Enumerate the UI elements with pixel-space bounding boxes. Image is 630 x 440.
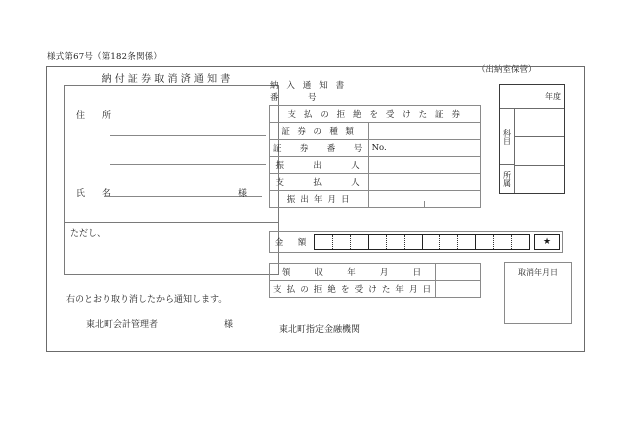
page-title: 納付証券取消済通知書	[101, 74, 234, 85]
drawer-value[interactable]	[368, 157, 480, 174]
table-row	[270, 264, 481, 281]
amount-digit-boxes[interactable]	[314, 234, 530, 250]
form-number: 様式第67号（第182条関係）	[47, 52, 163, 62]
receipt-date-label: 領 収 年 月 日	[270, 264, 436, 281]
custody-note: （出納室保管）	[477, 65, 537, 75]
security-number-label: 証 券 番 号	[270, 140, 369, 157]
issue-date-label: 振 出 年 月 日	[270, 191, 369, 208]
rejection-date-label: 支 払 の 拒 絶 を 受 け た 年 月 日	[270, 281, 436, 298]
amount-digit-cell[interactable]	[458, 235, 475, 249]
table-row	[270, 123, 481, 140]
account-column-labels	[500, 109, 515, 193]
fiscal-year-label: 年度	[500, 85, 564, 109]
amount-group[interactable]	[423, 235, 477, 249]
amount-group[interactable]	[315, 235, 369, 249]
amount-group[interactable]	[476, 235, 529, 249]
amount-group[interactable]	[369, 235, 423, 249]
notice-statement: 右のとおり取り消したから通知します。	[66, 295, 228, 305]
signer-name: 東北町会計管理者	[86, 320, 159, 330]
amount-digit-cell[interactable]	[494, 235, 512, 249]
amount-digit-cell[interactable]	[440, 235, 458, 249]
amount-digit-cell[interactable]	[512, 235, 529, 249]
date-tick-icon	[424, 201, 425, 207]
signer-honorific: 様	[224, 320, 234, 330]
address-write-line-1[interactable]	[110, 135, 266, 136]
security-type-label: 証 券 の 種 類	[270, 123, 369, 140]
table-row	[270, 191, 481, 208]
amount-digit-cell[interactable]	[333, 235, 351, 249]
account-column	[499, 84, 565, 194]
account-column-body	[500, 109, 564, 193]
amount-row	[269, 231, 563, 253]
amount-digit-cell[interactable]	[315, 235, 333, 249]
table-row	[270, 140, 481, 157]
securities-table	[269, 105, 481, 208]
address-write-line-2[interactable]	[110, 164, 266, 165]
affiliation-label: 所属	[500, 164, 514, 193]
rejected-securities-header: 支 払 の 拒 絶 を 受 け た 証 券	[270, 106, 481, 123]
amount-digit-cell[interactable]	[405, 235, 422, 249]
table-row	[270, 174, 481, 191]
account-cell[interactable]	[515, 137, 564, 165]
payer-label: 支 払 人	[270, 174, 369, 191]
security-number-value[interactable]: No.	[368, 140, 480, 157]
table-row	[270, 157, 481, 174]
notice-doc-label: 納 入 通 知 書	[270, 81, 347, 91]
payer-value[interactable]	[368, 174, 480, 191]
notice-number-label-2: 号	[308, 93, 317, 103]
amount-label: 金 額	[274, 238, 310, 248]
table-row	[270, 106, 481, 123]
recipient-honorific: 様	[238, 189, 248, 199]
amount-digit-cell[interactable]	[369, 235, 387, 249]
address-label: 住 所	[76, 111, 116, 121]
issue-date-year-cell[interactable]	[368, 191, 480, 208]
rejection-date-value[interactable]	[436, 281, 481, 298]
amount-digit-cell[interactable]	[476, 235, 494, 249]
cancel-date-label: 取消年月日	[518, 268, 558, 277]
account-cell[interactable]	[515, 109, 564, 137]
receipt-table	[269, 263, 481, 298]
account-label: 科目	[502, 128, 512, 145]
cancel-date-box[interactable]	[504, 262, 572, 324]
amount-digit-cell[interactable]	[351, 235, 368, 249]
proviso-label: ただし、	[70, 229, 107, 239]
drawer-label: 振 出 人	[270, 157, 369, 174]
designated-bank-label: 東北町指定金融機関	[279, 325, 361, 335]
notice-number-label: 番	[270, 93, 279, 103]
amount-digit-cell[interactable]	[423, 235, 441, 249]
table-row	[270, 281, 481, 298]
receipt-date-value[interactable]	[436, 264, 481, 281]
star-icon: ★	[534, 234, 560, 250]
recipient-box-divider	[64, 222, 279, 223]
account-column-cells	[515, 109, 564, 193]
name-label: 氏 名	[76, 189, 116, 199]
security-type-value[interactable]	[368, 123, 480, 140]
affiliation-cell[interactable]	[515, 166, 564, 193]
amount-digit-cell[interactable]	[387, 235, 405, 249]
